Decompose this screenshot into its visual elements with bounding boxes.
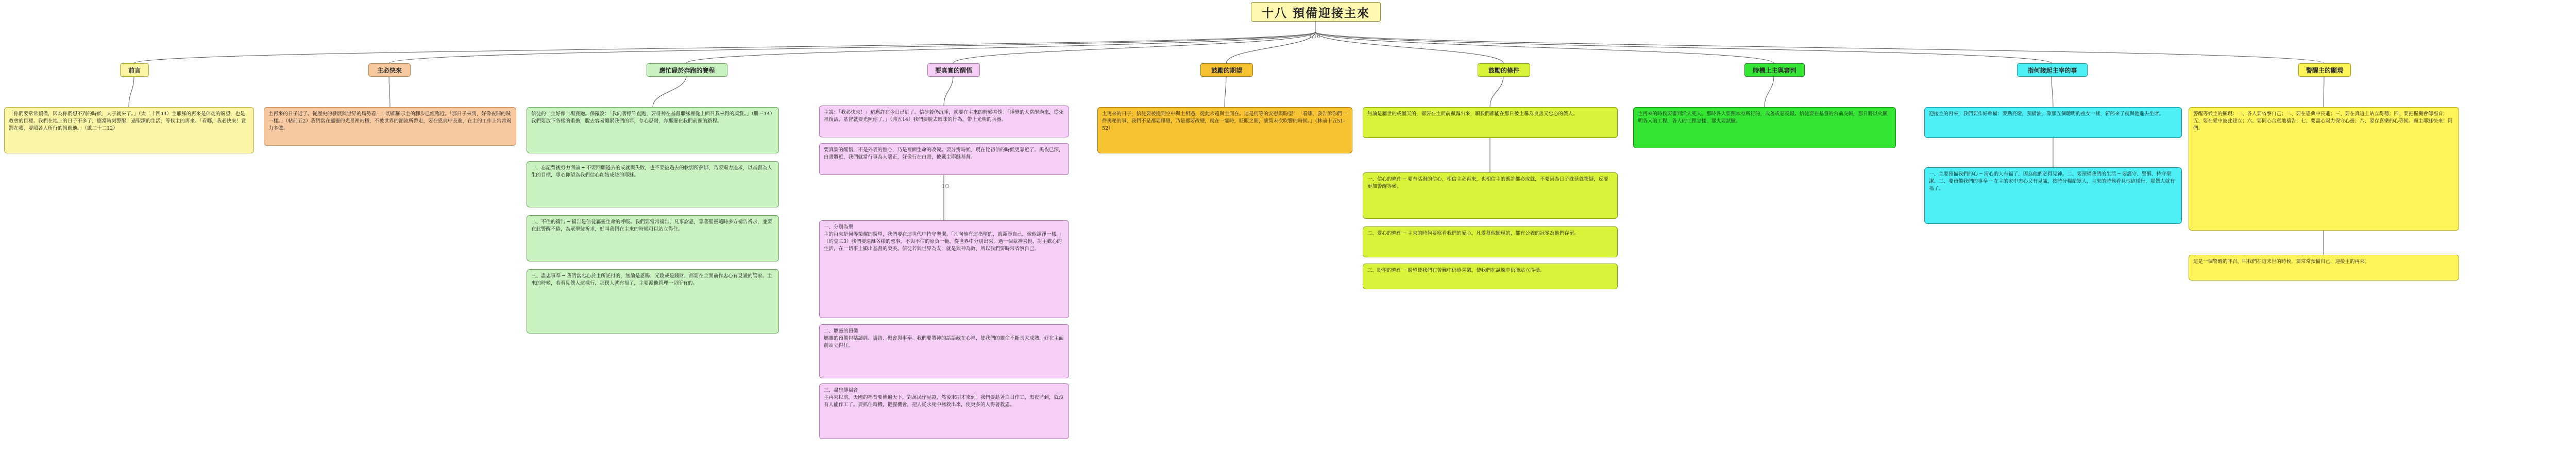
box-text: 警醒等候主的顯現：一、各人要省察自己；二、要在恩典中長進；三、要在真道上站立得穩；四、要把握機會傳福音；五、要在愛中彼此建立；六、要同心合意地禱告；七、要盡心竭力保守心靈；八、要存喜樂的心等候。願主耶穌快來！阿們。 (2193, 111, 2453, 131)
node-header[interactable]: 時機上主與審判 (1744, 63, 1805, 77)
content-box[interactable] (1097, 107, 1352, 153)
hub-label: 1/10 (1309, 34, 1320, 40)
box-text: 一、信心的條件 ─ 要有活潑的信心，相信主必再來，也相信主的應許都必成就，不要因為日子耽延就懷疑，反要更加警醒等候。 (1367, 177, 1608, 189)
content-box[interactable] (819, 220, 1069, 318)
box-text: 這是一個警醒的呼召，叫我們在這末世的時候，要常常預備自己，迎接主的再來。 (2193, 259, 2370, 265)
connector-line (389, 76, 390, 107)
content-box[interactable] (1363, 226, 1618, 257)
content-box[interactable] (819, 324, 1069, 378)
connector-line (1315, 32, 1774, 63)
content-box[interactable] (527, 161, 779, 207)
box-text: 信徒的一生好像一場賽跑。保羅說：「我向著標竿直跑，要得神在基督耶穌裡從上面召我來得的獎賞。」（腓三14）我們要放下各樣的重擔，脫去容易纏累我們的罪，存心忍耐，奔那擺在我們前頭的路程。 (531, 111, 773, 124)
box-text: 三、盼望的條件 ─ 盼望使我們在苦難中仍能喜樂，使我們在試煉中仍能站立得穩。 (1367, 268, 1545, 273)
content-box[interactable] (527, 269, 779, 334)
content-box[interactable] (1363, 107, 1618, 138)
connector-line (1225, 76, 1226, 107)
node-header[interactable]: 鼓勵的條件 (1478, 63, 1530, 77)
connector-line (944, 76, 953, 106)
box-text: 二、愛心的條件 ─ 主來的時候要察看我們的愛心，凡愛慕他顯現的，都有公義的冠冕為他們存留。 (1367, 231, 1579, 236)
connector-line (129, 76, 134, 107)
box-text: 三、盡忠事奉 ─ 我們當忠心於主所託付的，無論是恩賜、光陰或是錢財，都要在主面前作忠心有見識的管家。主來的時候，若看見僕人這樣行，那僕人就有福了，主要派他管理一切所有的。 (531, 273, 772, 286)
box-text: 無論是屬世的或屬天的，都要在主面前顯露出來，願我們都能在那日被主稱為良善又忠心的僕人。 (1367, 111, 1578, 117)
connector-line (2052, 76, 2053, 107)
content-box[interactable] (1924, 107, 2182, 138)
node-header[interactable]: 警醒主的顯現 (2298, 63, 2351, 77)
box-text: 三、盡忠傳福音 主再來以前，天國的福音要傳遍天下，對萬民作見證，然後末期才來到。我們要趁著白日作工，黑夜將到，就沒有人能作工了。要抓住時機，把握機會，把人從永死中拯救出來，使更多的人得著救恩。 (824, 388, 1064, 408)
content-box[interactable] (2189, 255, 2459, 281)
connector-line (653, 76, 686, 107)
content-box[interactable] (1363, 264, 1618, 289)
box-text: 一、分別為聖 主的再來是何等榮耀的盼望，我們要在這世代中持守聖潔。「凡向他有這指望的，就潔淨自己，像他潔淨一樣。」（約壹三3）我們要遠離各樣的惡事，不與不信的原負一軛，從世界中分別出來，過一個蒙神喜悅、討主歡心的生活，在一切事上顯出基督的榮美。信徒若與世界為友，就是與神為敵，所以我們要時常省察自己。 (824, 224, 1064, 252)
node-header[interactable]: 前言 (120, 63, 149, 77)
content-box[interactable] (2189, 107, 2459, 231)
content-box[interactable] (1363, 172, 1618, 219)
connector-line (389, 32, 1315, 63)
node-header[interactable]: 指何接起主宰的事 (2017, 63, 2088, 77)
connector-line (1490, 76, 1503, 107)
content-box[interactable] (819, 143, 1069, 175)
content-box[interactable] (527, 215, 779, 261)
content-box[interactable] (527, 107, 779, 153)
node-header[interactable]: 主必快來 (368, 63, 411, 77)
box-text: 主再來的日子，信徒要被提到空中與主相遇，從此永遠與主同在。這是何等的安慰與盼望！「看哪，我告訴你們一件奧秘的事，我們不是都要睡覺，乃是都要改變，就在一霎時，眨眼之間，號筒末次吹響的時候。」（林前十五51-52） (1102, 111, 1347, 131)
content-box[interactable] (1633, 107, 1896, 148)
box-text: 主說：「我必快來！」這應許在今日已近了。信徒若仍沉睡，就要在主來的時候羞愧。「睡覺的人當醒過來，從死裡復活，基督就要光照你了。」（弗五14）我們要脫去暗昧的行為，帶上光明的兵器。 (824, 110, 1064, 122)
box-text: 「你們要常常預備，因為你們想不到的時候，人子就來了。」（太二十四44）主耶穌的再來是信徒的盼望，也是教會的目標。我們在地上的日子不多了，應當時刻警醒，過聖潔的生活，等候主的再來。「看哪，我必快來！賞罰在我，要照各人所行的報應他。」（啟二十二12） (9, 111, 246, 131)
box-text: 一、主要預備我們的心 ─ 清心的人有福了，因為他們必得見神。二、要預備我們的生活 ─ 要謹守、警醒、持守聖潔。三、要預備我們的事奉 ─ 在主的家中忠心又有見識，按時分糧給眾人，主來的時候看見他這樣行，那僕人就有福了。 (1929, 171, 2175, 191)
node-header[interactable]: 鼓勵的期望 (1200, 63, 1253, 77)
content-box[interactable] (1924, 167, 2182, 224)
box-text: 主再來的時候要審判活人死人。那時各人要照本身所行的，或善或惡受報。信徒要在基督的台前交帳，那日將以火顯明各人的工程，各人的工程怎樣，那火要試驗。 (1638, 111, 1888, 124)
content-box[interactable] (819, 106, 1069, 137)
box-text: 要真實的醒悟，不是外表的熱心，乃是裡面生命的改變。要分辨時候，現在比初信的時候更靠近了。黑夜已深，白晝將近，我們就當行事為人端正，好像行在白晝，披戴主耶穌基督。 (824, 147, 1064, 160)
connector-line (1315, 32, 2052, 63)
content-box[interactable] (4, 107, 254, 153)
content-box[interactable] (264, 107, 516, 146)
connector-line (686, 32, 1315, 63)
box-text: 迎接主的再來，我們要作好準備：要點亮燈，預備油，像那五個聰明的童女一樣，新郎來了就與他進去坐席。 (1929, 111, 2164, 117)
sub-label: 1/3 (942, 184, 950, 189)
node-header[interactable]: 要真實的醒悟 (927, 63, 980, 77)
box-text: 主再來的日子近了。從歷史的發展與世界的局勢看，一切都顯示主的腳步已經臨近。「那日子來到，好像夜間的賊一樣。」（帖前五2）我們當在屬靈的光景裡站穩，不被世界的潮流所帶走，要在恩典中長進，在主的工作上常常竭力多做。 (268, 111, 512, 131)
box-text: 二、不住的禱告 ─ 禱告是信徒屬靈生命的呼吸。我們要常常禱告，凡事謝恩，靠著聖靈隨時多方禱告祈求，並要在此警醒不倦，為眾聖徒祈求，好叫我們在主來的時候可以站立得住。 (531, 219, 772, 232)
content-box[interactable] (819, 383, 1069, 439)
node-header[interactable]: 應忙碌於奔跑的賽程 (647, 63, 727, 77)
box-text: 二、屬靈的預備 屬靈的預備包括讀經、禱告、聚會與事奉。我們要將神的話語藏在心裡，使我們的靈命不斷長大成熟，好在主面前站立得住。 (824, 328, 1064, 348)
connector-line (1765, 76, 1774, 107)
diagram-title: 十八 預備迎接主來 (1251, 2, 1381, 22)
box-text: 一、忘記背後努力面前 ─ 不要回顧過去的成就與失敗，也不要被過去的軟弱所捆綁，乃要竭力追求，以基督為人生的目標，專心仰望為我們信心創始成終的耶穌。 (531, 165, 772, 178)
connector-line (1315, 32, 2324, 63)
